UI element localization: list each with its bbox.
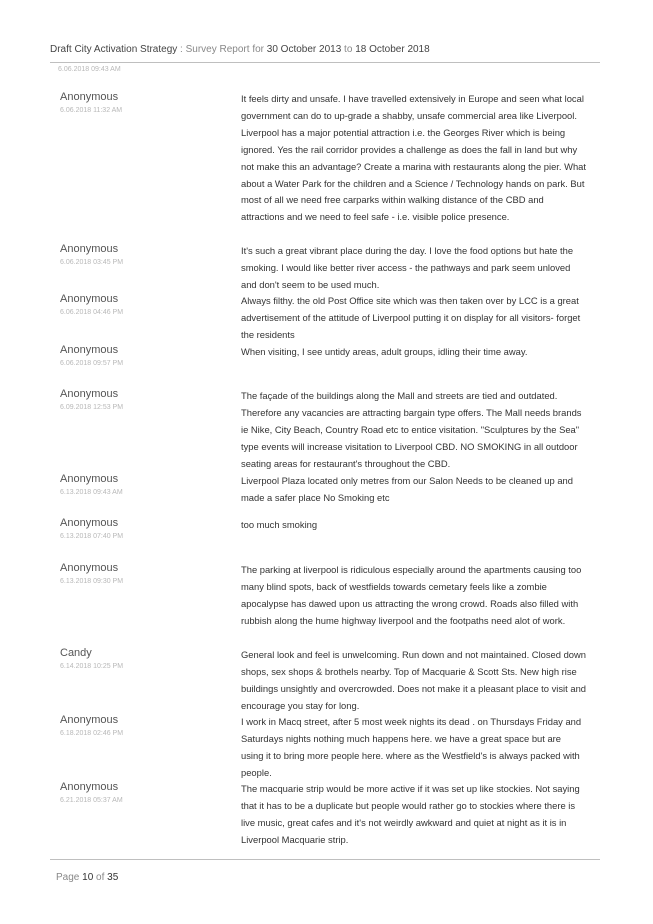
response-timestamp: 6.21.2018 05:37 AM [60,797,123,804]
response-author: Anonymous [60,562,119,574]
response-text: The macquarie strip would be more active if it was set up like stockies. Not saying that it has to be a duplicate but people would rather go to stockies where there is live music, great cafes and it's not weirdly awkward and quiet at night as it is in Liverpool Macquarie strip. [241,783,580,845]
footer-divider [50,859,600,860]
response-text: The façade of the buildings along the Mall and streets are tied and outdated. Therefore any vacancies are attracting bargain type offers. The Mall needs brands ie Nike, City Beach, Country Road etc to entice visitation. "Sculptures by the Sea" type events will increase visitation to Liverpool CBD. NO SMOKING in all outdoor seating areas for restaurant's throughout the CBD. [241,390,582,469]
report-subtitle: Survey Report for [185,44,267,55]
of-label: of [93,872,108,883]
response-timestamp: 6.13.2018 07:40 PM [60,533,124,540]
response-author: Anonymous [60,781,119,793]
response-author: Anonymous [60,473,119,485]
page-footer [56,872,118,883]
response-timestamp: 6.06.2018 11:32 AM [60,107,123,114]
response-text: It feels dirty and unsafe. I have travelled extensively in Europe and seen what local government can do to up-grade a shabby, unsafe commercial area like Liverpool. Liverpool has a major potential attraction i.e. the Georges River which is being ignored. Yes the rail corridor provides a challenge as does the fall in land but why not make this an advantage? Create a marina with restaurants along the pier. What about a Water Park for the children and a Science / Technology hands on park. But most of all we need free carparks within walking distance of the CBD and attractions and we need to feel safe - i.e. visible police presence. [241,93,586,223]
response-timestamp: 6.06.2018 03:45 PM [60,259,124,266]
report-title: Draft City Activation Strategy [50,44,178,55]
report-header [50,44,600,55]
response-text: When visiting, I see untidy areas, adult groups, idling their time away. [241,346,528,357]
response-text: Liverpool Plaza located only metres from our Salon Needs to be cleaned up and made a safer place No Smoking etc [241,475,573,503]
response-author: Anonymous [60,293,119,305]
response-timestamp: 6.13.2018 09:43 AM [60,489,123,496]
response-timestamp: 6.14.2018 10:25 PM [60,663,124,670]
total-pages: 35 [107,872,119,883]
response-text: Always filthy. the old Post Office site which was then taken over by LCC is a great advertisement of the attitude of Liverpool putting it on display for all visitors- forget the residents [241,295,581,340]
response-timestamp: 6.13.2018 09:30 PM [60,578,124,585]
response-author: Anonymous [60,517,119,529]
date-range-to: to [341,44,356,55]
page-number: 10 [82,872,94,883]
header-divider [50,62,600,63]
response-timestamp: 6.06.2018 04:46 PM [60,309,124,316]
response-text: It's such a great vibrant place during the day. I love the food options but hate the smoking. I would like better river access - the pathways and park seem unloved and don't seem to be used much. [241,245,574,290]
response-text: I work in Macq street, after 5 most week nights its dead . on Thursdays Friday and Saturdays nights nothing much happens here. we have a great space but are using it to bring more people here. where as the Westfield's is always packed with people. [241,716,582,778]
page-label: Page [56,872,83,883]
response-text: too much smoking [241,519,318,530]
response-author: Anonymous [60,91,119,103]
response-timestamp: 6.06.2018 09:57 PM [60,360,124,367]
header-separator: : [177,44,186,55]
response-author: Anonymous [60,388,119,400]
date-from: 30 October 2013 [266,44,342,55]
response-text: General look and feel is unwelcoming. Run down and not maintained. Closed down shops, sex shops & brothels nearby. Top of Macquarie & Scott Sts. New high rise buildings unsightly and overcrowded. Does not make it a pleasant place to visit and encourage you stay for long. [241,649,587,711]
response-text: The parking at liverpool is ridiculous especially around the apartments causing too many blind spots, back of westfields towards cemetary feels like a zombie apocalypse has dawed upon us attracting the wrong crowd. Roads also filled with rubbish along the hume highway liverpool and the footpaths need alot of work. [241,564,582,626]
response-timestamp: 6.18.2018 02:46 PM [60,730,124,737]
response-author: Anonymous [60,243,119,255]
previous-entry-timestamp: 6.06.2018 09:43 AM [58,66,121,73]
response-author: Anonymous [60,714,119,726]
response-author: Anonymous [60,344,119,356]
response-timestamp: 6.09.2018 12:53 PM [60,404,124,411]
date-to: 18 October 2018 [355,44,430,55]
response-author: Candy [60,647,92,659]
